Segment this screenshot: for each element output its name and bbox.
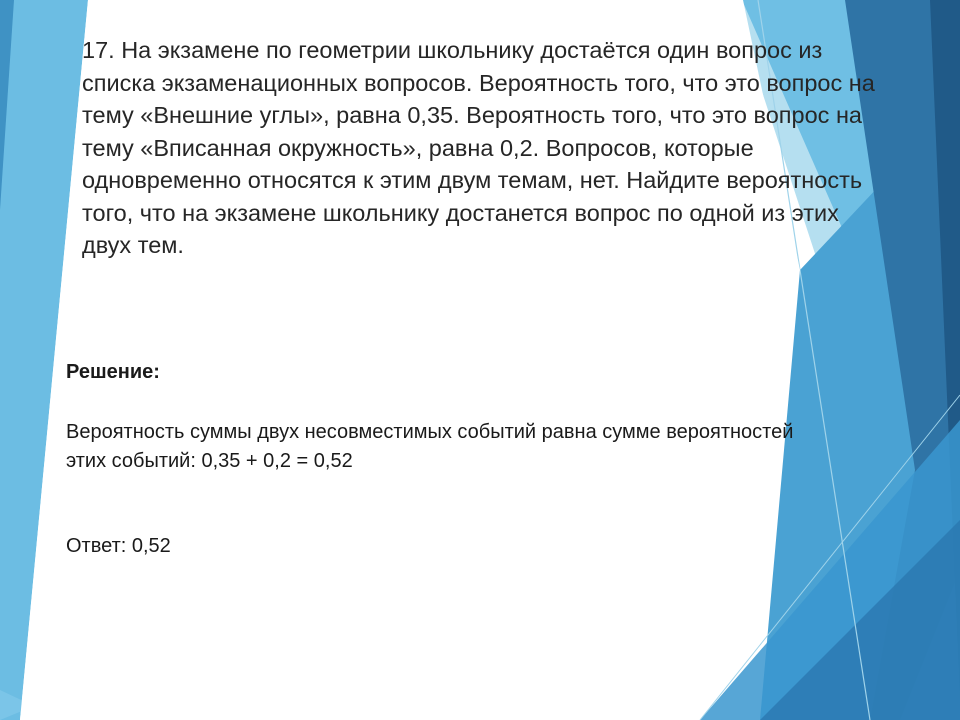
problem-text: 17. На экзамене по геометрии школьнику достаётся один вопрос из списка экзаменационных вопросов. Вероятность того, что это вопрос на тему «Внешние углы», равна 0,35. Вероятность того, что это вопрос на тему «Вписанная окружность», равна 0,2. Вопросов, которые одновременно относятся к этим двум темам, нет. Найдите вероятность того, что на экзамене школьнику достанется вопрос по одной из этих двух тем. (82, 37, 875, 258)
solution-text: Вероятность суммы двух несовместимых событий равна сумме вероятностей этих событий: 0,35 + 0,2 = 0,52 (66, 421, 794, 472)
solution-heading: Решение: (66, 361, 160, 383)
answer-text: Ответ: 0,52 (66, 535, 171, 557)
